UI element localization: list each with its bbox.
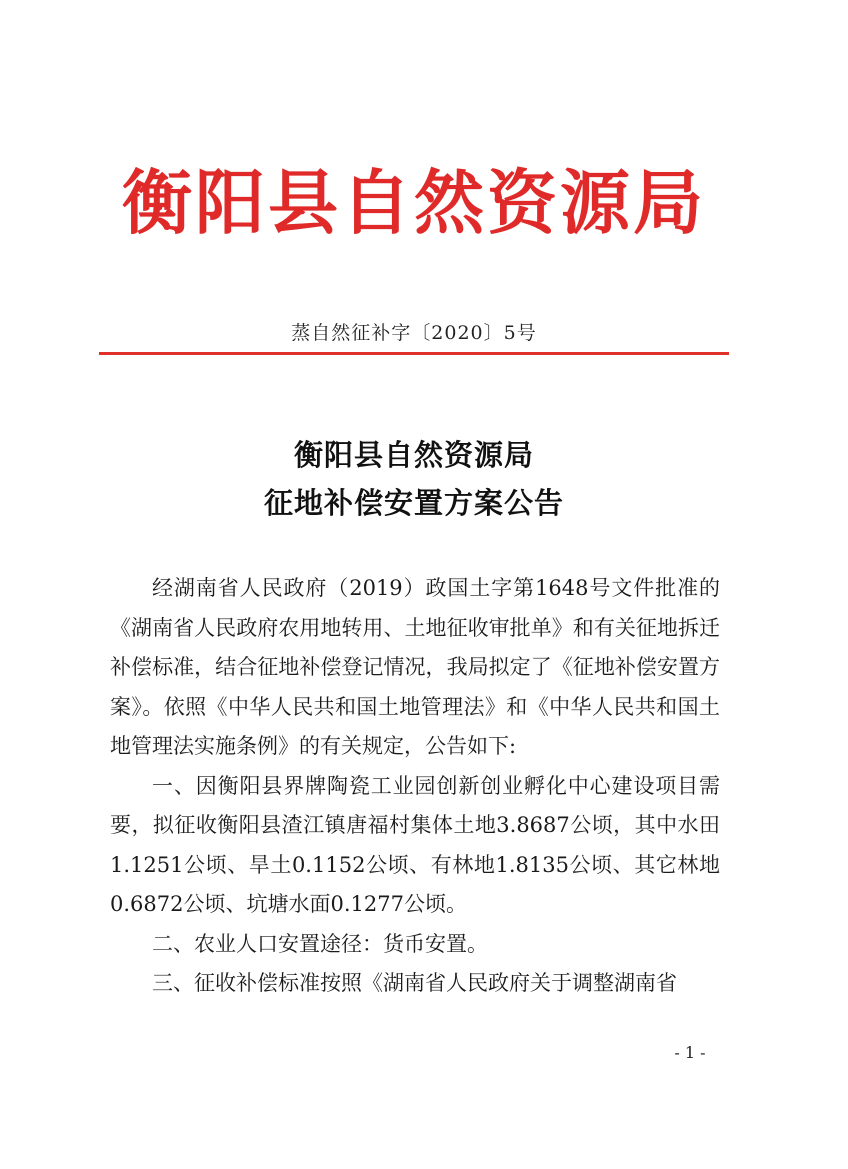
organization-header: 衡阳县自然资源局 (122, 161, 706, 244)
title-line-1: 衡阳县自然资源局 (293, 438, 534, 472)
body-text (110, 569, 720, 1004)
page-number: - 1 - (674, 1043, 706, 1062)
document-number: 蒸自然征补字〔2020〕5号 (291, 322, 537, 344)
title-line-2: 征地补偿安置方案公告 (263, 486, 564, 520)
paragraph-item-1: 一、因衡阳县界牌陶瓷工业园创新创业孵化中心建设项目需要，拟征收衡阳县渣江镇唐福村集体土地3.8687公顷，其中水田1.1251公顷、旱土0.1152公顷、有林地1.8135公顷、其它林地0.6872公顷、坑塘水面0.1277公顷。 (110, 773, 720, 916)
paragraph-intro: 经湖南省人民政府（2019）政国土字第1648号文件批准的《湖南省人民政府农用地转用、土地征收审批单》和有关征地拆迁补偿标准，结合征地补偿登记情况，我局拟定了《征地补偿安置方案》。依照《中华人民共和国土地管理法》和《中华人民共和国土地管理法实施条例》的有关规定，公告如下: (110, 576, 720, 758)
red-divider (99, 352, 729, 355)
paragraph-item-3: 三、征收补偿标准按照《湖南省人民政府关于调整湖南省 (152, 971, 677, 995)
paragraph-item-2: 二、农业人口安置途径：货币安置。 (152, 931, 488, 956)
